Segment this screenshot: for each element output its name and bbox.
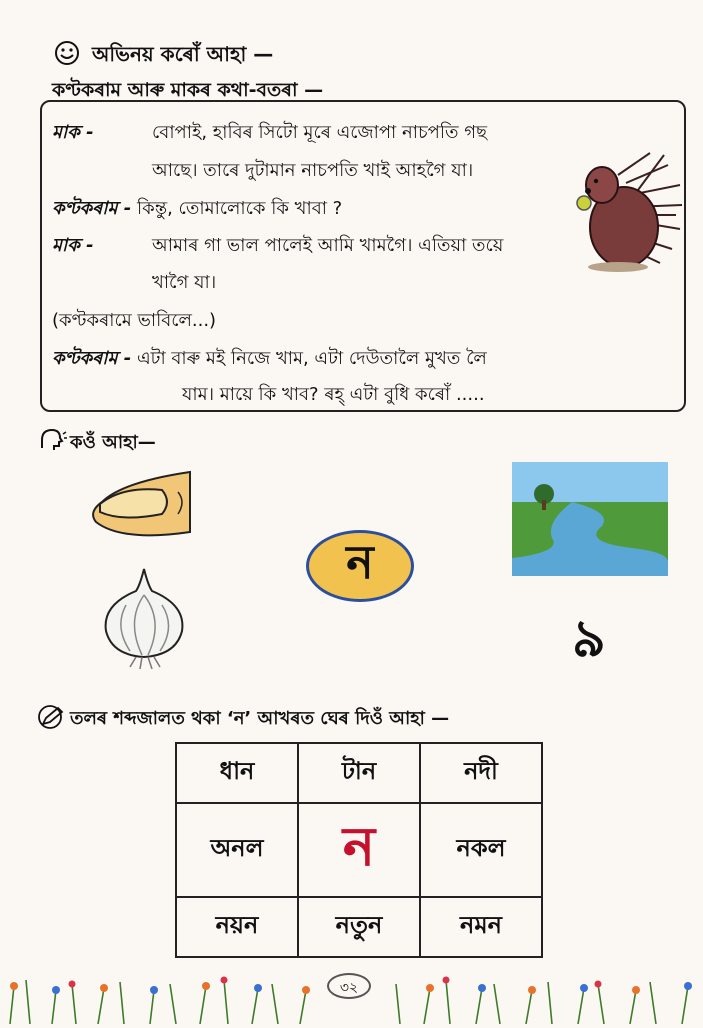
grid-row [176,743,542,803]
dialog-line [52,344,487,375]
grid-cell[interactable]: নকল [420,803,542,897]
nail-finger-image [82,462,192,546]
dialog-text: (কণ্টকৰামে ভাবিলে...) [52,310,217,331]
grid-cell[interactable]: নতুন [298,897,420,957]
activity-1-title: অভিনয় কৰোঁ আহা — [92,42,274,66]
smiley-icon [54,40,80,70]
garlic-image [96,565,192,673]
speaker-label: কণ্টকৰাম - [52,198,132,219]
word-grid [175,742,543,958]
activity-3-title: তলৰ শব্দজালত থকা ‘ন’ আখৰত ঘেৰ দিওঁ আহা — [70,708,450,729]
dialog-text: এটা বাৰু মই নিজে খাম, এটা দেউতালৈ মুখত লৈ [136,348,487,369]
center-letter-card: ন [306,530,414,602]
river-image [512,462,668,580]
dialog-text: বোপাই, হাবিৰ সিটো মূৰে এজোপা নাচপতি গছ [152,122,487,143]
grid-center-letter: ন [298,803,420,897]
speaking-head-icon [38,428,68,456]
porcupine-illustration [568,145,686,279]
grid-cell[interactable]: নয়ন [176,897,298,957]
grid-cell[interactable]: ধান [176,743,298,803]
digit-nine: ৯ [572,609,606,669]
grid-row [176,803,542,897]
dialog-line [52,231,94,262]
dialog-subtitle: কণ্টকৰাম আৰু মাকৰ কথা-বতৰা — [52,79,324,101]
speaker-label: মাক - [52,122,94,143]
dialog-text: যাম। মায়ে কি খাব? ৰহ্ এটা বুধি কৰোঁ ..... [182,384,485,405]
activity-2-title: কওঁ আহা— [70,432,156,453]
dialog-text: কিন্তু, তোমালোকে কি খাবা ? [136,198,343,219]
grid-cell[interactable]: নমন [420,897,542,957]
grid-cell[interactable]: টান [298,743,420,803]
dialog-line [52,118,94,149]
grid-row [176,897,542,957]
dialog-text: খাগৈ যা। [152,272,217,293]
pencil-icon [36,704,66,734]
dialog-text: আমাৰ গা ভাল পালেই আমি খামগৈ। এতিয়া তয়ে [152,235,504,256]
grid-cell[interactable]: অনল [176,803,298,897]
page-number: ৩২ [327,973,371,999]
dialog-text: আছে। তাৰে দুটামান নাচপতি খাই আহগৈ যা। [152,160,474,181]
speaker-label: কণ্টকৰাম - [52,348,132,369]
dialog-line [52,194,342,225]
grid-cell[interactable]: নদী [420,743,542,803]
speaker-label: মাক - [52,235,94,256]
